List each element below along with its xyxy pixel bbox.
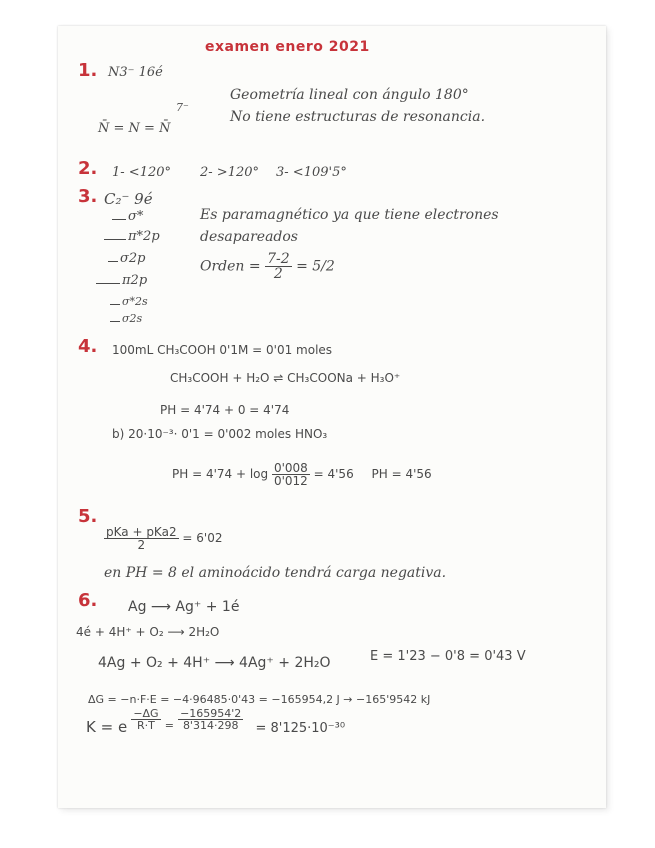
- q6-equilibrium-constant: K = e $\frac{-\Delta G}{R\cdot T}$ = $\frac{-165954'2}{8'314\cdot 298}$ = 8'125·10⁻³⁰: [86, 707, 346, 736]
- question-6-number: 6.: [78, 590, 98, 611]
- q6-cell-potential: E = 1'23 − 0'8 = 0'43 V: [370, 649, 526, 664]
- question-3-number: 3.: [78, 186, 98, 207]
- q3-paramagnetic-text-2: desapareados: [200, 229, 298, 245]
- q5-isoelectric-point: $\frac{\text{pKa + pKa2}}{2}$ = 6'02: [106, 525, 223, 552]
- q4-ph-final-calc: PH = 4'74 + log $\frac{0'008}{0'012}$ = 4'56 PH = 4'56: [172, 461, 432, 488]
- q4-part-b: b) 20·10⁻³· 0'1 = 0'002 moles HNO₃: [112, 427, 328, 441]
- q3-bond-order: Orden = $\frac{7-2}{2}$ = 5/2: [200, 251, 335, 282]
- q3-paramagnetic-text: Es paramagnético ya que tiene electrones: [200, 207, 499, 223]
- q3-mo-level-1: σ*: [112, 210, 143, 223]
- q1-geometry-text: Geometría lineal con ángulo 180°: [230, 87, 469, 103]
- q6-half-reaction-2: 4é + 4H⁺ + O₂ ⟶ 2H₂O: [76, 625, 220, 639]
- q6-gibbs-energy: ΔG = −n·F·E = −4·96485·0'43 = −165954,2 J → −165'9542 kJ: [88, 693, 431, 706]
- q3-mo-level-2: π*2p: [104, 230, 160, 243]
- q6-half-reaction-1: Ag ⟶ Ag⁺ + 1é: [128, 599, 240, 615]
- question-2-number: 2.: [78, 158, 98, 179]
- q4-given: 100mL CH₃COOH 0'1M = 0'01 moles: [112, 343, 333, 357]
- q3-mo-level-5: σ*2s: [110, 296, 148, 307]
- q4-ph-initial: PH = 4'74 + 0 = 4'74: [160, 403, 290, 417]
- exam-sheet: [58, 26, 606, 808]
- q1-lewis-structure: N̄ = N = N̄: [98, 121, 171, 136]
- question-4-number: 4.: [78, 336, 98, 357]
- q2-answer-3: 3- <109'5°: [276, 165, 347, 180]
- q5-statement: en PH = 8 el aminoácido tendrá carga negativa.: [104, 565, 447, 581]
- q2-answer-2: 2- >120°: [200, 165, 260, 180]
- q6-global-reaction: 4Ag + O₂ + 4H⁺ ⟶ 4Ag⁺ + 2H₂O: [98, 655, 331, 671]
- q3-mo-level-4: π2p: [96, 274, 147, 287]
- q1-resonance-text: No tiene estructuras de resonancia.: [230, 109, 486, 125]
- page-title: examen enero 2021: [205, 39, 370, 55]
- question-5-number: 5.: [78, 506, 98, 527]
- q1-lewis-charge: 7⁻: [176, 101, 189, 114]
- q4-reaction: CH₃COOH + H₂O ⇌ CH₃COONa + H₃O⁺: [170, 371, 401, 385]
- q1-formula: N3⁻ 16é: [108, 65, 163, 80]
- question-1-number: 1.: [78, 60, 98, 81]
- q3-mo-level-6: σ2s: [110, 313, 142, 324]
- q3-formula: C₂⁻ 9é: [104, 190, 153, 208]
- q3-mo-level-3: σ2p: [108, 252, 145, 265]
- q2-answer-1: 1- <120°: [112, 165, 172, 180]
